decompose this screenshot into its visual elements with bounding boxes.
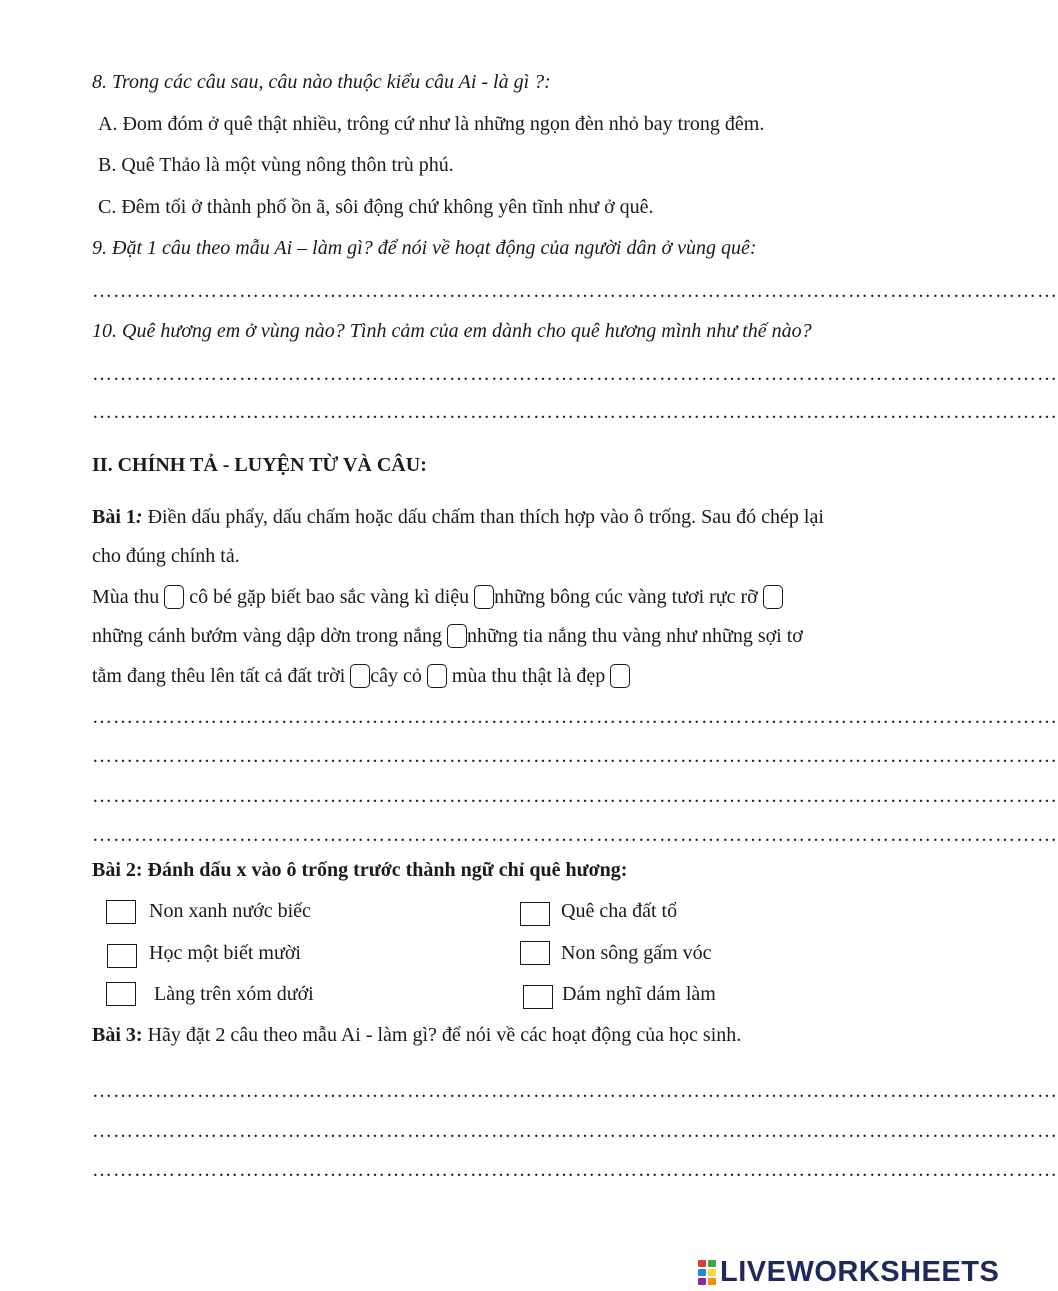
idiom-checkbox-5[interactable] <box>106 982 136 1006</box>
idiom-checkbox-2[interactable] <box>520 902 550 926</box>
punctuation-box-3[interactable] <box>763 585 783 609</box>
passage-text: những tia nắng thu vàng như những sợi tơ <box>467 625 803 647</box>
idiom-checkbox-6[interactable] <box>523 985 553 1009</box>
idiom-option: Non xanh nước biếc <box>149 900 311 922</box>
punctuation-box-7[interactable] <box>610 664 630 688</box>
answer-line-q9[interactable]: ………………………………………………………………………………………………………………………… <box>92 280 1058 302</box>
bai1-instruction-text: Điền dấu phẩy, dấu chấm hoặc dấu chấm than thích hợp vào ô trống. Sau đó chép lại <box>142 506 824 528</box>
answer-line-q10-1[interactable]: ………………………………………………………………………………………………………………………… <box>92 363 1058 385</box>
question-8-option-b: B. Quê Thảo là một vùng nông thôn trù phú. <box>98 154 454 176</box>
idiom-option: Học một biết mười <box>149 942 301 964</box>
bai1-passage-line-2 <box>92 624 803 648</box>
passage-text: cô bé gặp biết bao sắc vàng kì diệu <box>184 586 475 608</box>
answer-line-bai1-3[interactable]: ………………………………………………………………………………………………………………………… <box>92 785 1058 807</box>
idiom-checkbox-3[interactable] <box>107 944 137 968</box>
logo-swatch <box>708 1269 716 1276</box>
answer-line-bai1-4[interactable]: ………………………………………………………………………………………………………………………… <box>92 824 1058 846</box>
logo-swatch <box>698 1260 706 1267</box>
punctuation-box-4[interactable] <box>447 624 467 648</box>
passage-text: tằm đang thêu lên tất cả đất trời <box>92 665 351 687</box>
bai1-label: Bài 1 <box>92 506 136 528</box>
bai3-text: Hãy đặt 2 câu theo mẫu Ai - làm gì? để nói về các hoạt động của học sinh. <box>142 1024 742 1046</box>
bai1-passage-line-1 <box>92 585 783 609</box>
punctuation-box-6[interactable] <box>427 664 447 688</box>
logo-swatch <box>698 1269 706 1276</box>
bai1-colon: : <box>135 506 143 528</box>
passage-text: những cánh bướm vàng dập dờn trong nắng <box>92 625 442 647</box>
liveworksheets-brand: LIVEWORKSHEETS <box>720 1256 1000 1288</box>
idiom-option: Non sông gấm vóc <box>561 942 712 964</box>
bai1-passage-line-3 <box>92 664 630 688</box>
question-8-option-c: C. Đêm tối ở thành phố ồn ã, sôi động chứ không yên tĩnh như ở quê. <box>98 196 654 218</box>
idiom-checkbox-1[interactable] <box>106 900 136 924</box>
bai1-instruction-cont: cho đúng chính tả. <box>92 545 240 567</box>
answer-line-bai3-1[interactable]: ………………………………………………………………………………………………………………………… <box>92 1080 1058 1102</box>
logo-swatch <box>708 1260 716 1267</box>
punctuation-box-1[interactable] <box>164 585 184 609</box>
punctuation-box-2[interactable] <box>474 585 494 609</box>
punctuation-box-5[interactable] <box>350 664 370 688</box>
answer-line-bai3-3[interactable]: ………………………………………………………………………………………………………………………… <box>92 1159 1058 1181</box>
liveworksheets-logo <box>698 1258 999 1287</box>
idiom-option: Làng trên xóm dưới <box>154 983 314 1005</box>
passage-text: Mùa thu <box>92 586 160 608</box>
bai2-title: Bài 2: Đánh dấu x vào ô trống trước thành ngữ chỉ quê hương: <box>92 859 628 881</box>
idiom-checkbox-4[interactable] <box>520 941 550 965</box>
passage-text: mùa thu thật là đẹp <box>446 665 611 687</box>
question-8: 8. Trong các câu sau, câu nào thuộc kiểu câu Ai - là gì ?: <box>92 71 551 93</box>
logo-swatch <box>708 1278 716 1285</box>
bai1-instruction <box>92 507 824 527</box>
answer-line-bai3-2[interactable]: ………………………………………………………………………………………………………………………… <box>92 1120 1058 1142</box>
question-10: 10. Quê hương em ở vùng nào? Tình cảm của em dành cho quê hương mình như thế nào? <box>92 320 812 342</box>
idiom-option: Dám nghĩ dám làm <box>562 983 716 1005</box>
passage-text: cây cỏ <box>370 665 427 687</box>
logo-swatch <box>698 1278 706 1285</box>
answer-line-bai1-1[interactable]: ………………………………………………………………………………………………………………………… <box>92 706 1058 728</box>
answer-line-bai1-2[interactable]: ………………………………………………………………………………………………………………………… <box>92 745 1058 767</box>
liveworksheets-logo-icon <box>698 1260 716 1285</box>
bai3-instruction <box>92 1025 741 1045</box>
section-2-heading: II. CHÍNH TẢ - LUYỆN TỪ VÀ CÂU: <box>92 454 427 476</box>
question-9: 9. Đặt 1 câu theo mẫu Ai – làm gì? để nói về hoạt động của người dân ở vùng quê: <box>92 237 757 259</box>
question-8-option-a: A. Đom đóm ở quê thật nhiều, trông cứ như là những ngọn đèn nhỏ bay trong đêm. <box>98 113 765 135</box>
idiom-option: Quê cha đất tổ <box>561 900 678 922</box>
answer-line-q10-2[interactable]: ………………………………………………………………………………………………………………………… <box>92 401 1058 423</box>
bai3-label: Bài 3: <box>92 1024 143 1046</box>
passage-text: những bông cúc vàng tươi rực rỡ <box>494 586 763 608</box>
